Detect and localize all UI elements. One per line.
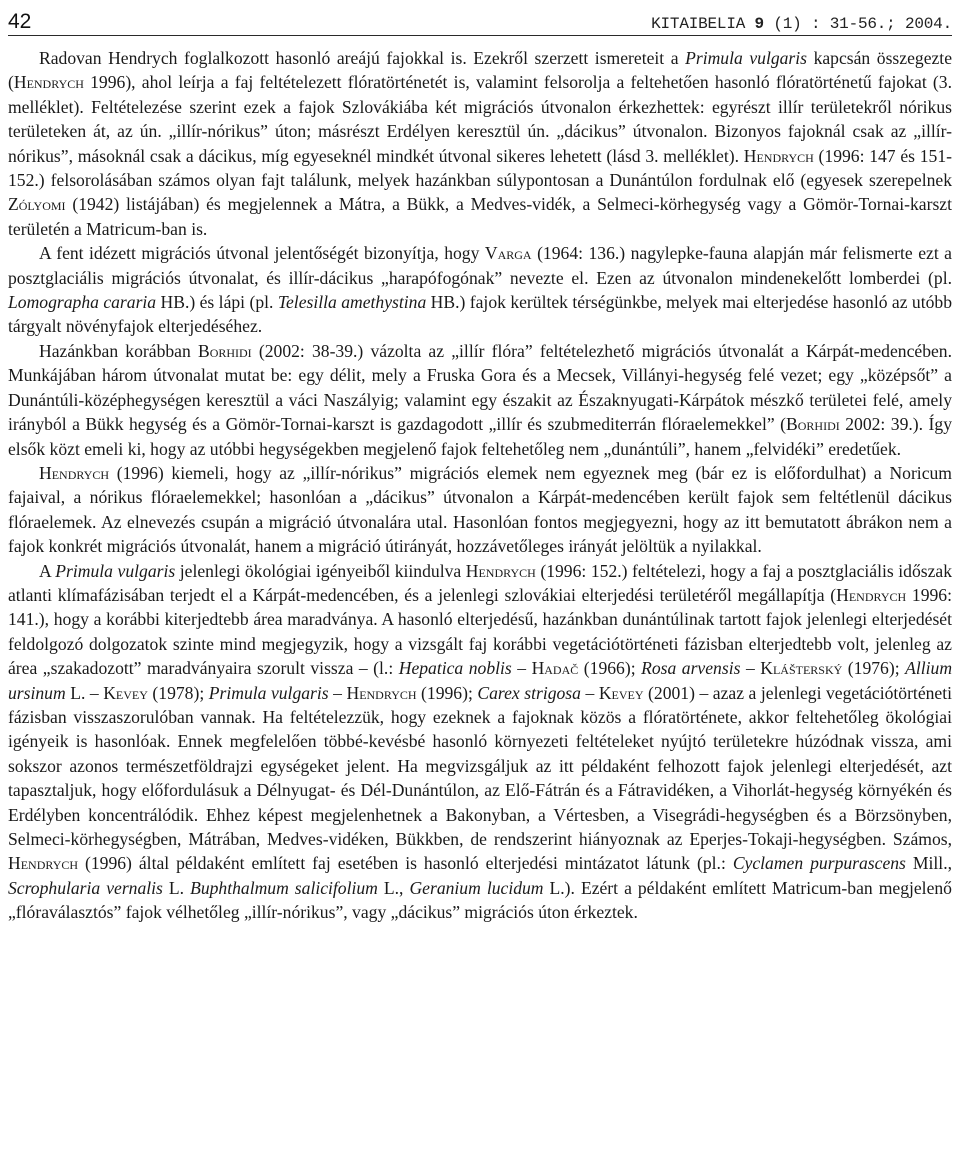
- text-run: Radovan Hendrych foglalkozott hasonló areájú fajokkal is. Ezekről szerzett ismereteit a: [39, 48, 686, 68]
- text-run: (1996) kiemeli, hogy az „illír-nórikus” migrációs elemek nem egyeznek meg (bár ez is előfordulhat) a Noricum fajaival, a nórikus flóraelemekkel; hasonlóan a „dácikus” útvonalon a Kárpát-medencében került fajok sem feltétlenül dácikus flóraelemek. Az elnevezés csupán a migráció útvonalára utal. Hasonlóan fontos megjegyezni, hogy az itt bemutatott ábrákon nem a fajok konkrét migrációs útvonalát, hanem a migráció útirányát, hozzávetőleges irányát jelöltük a nyilakkal.: [8, 462, 952, 557]
- text-run: –: [740, 658, 761, 679]
- text-run: –: [511, 658, 532, 679]
- italic-term: Carex strigosa: [477, 682, 581, 703]
- italic-term: Scrophularia vernalis: [8, 877, 163, 898]
- text-run: Mill.,: [905, 853, 952, 874]
- text-run: (1996: 152.) feltételezi, hogy a faj a posztglaciális időszak atlanti klímafázisában terjedt el a Kárpát-medencében, és a jelenlegi szlovákiai elterjedési területéről megállapítja (: [8, 560, 952, 605]
- paragraph: [8, 241, 952, 339]
- text-run: –: [328, 682, 347, 703]
- text-run: L.). Ezért a példaként említett Matricum-ban megjelenő „flóraválasztós” fajok vélhetőleg „illír-nórikus”, vagy „dácikus” migrációs úton érkeztek.: [8, 877, 952, 923]
- text-run: kapcsán összegezte (: [8, 48, 953, 93]
- author-name: Zólyomi: [8, 194, 66, 215]
- italic-term: Primula vulgaris: [208, 682, 329, 703]
- italic-term: Cyclamen purpurascens: [732, 853, 906, 874]
- author-name: Hendrych: [465, 560, 536, 581]
- author-name: Hendrych: [39, 462, 110, 483]
- paragraph: [8, 339, 952, 461]
- text-run: A: [39, 560, 56, 581]
- italic-term: Lomographa cararia: [8, 292, 157, 313]
- author-name: Kevey: [598, 682, 644, 703]
- text-run: (1964: 136.) nagylepke-fauna alapján már felismerte ezt a posztglaciális migrációs útvonalat, és illír-dácikus „harapófogónak” nevezte el. Ezen az útvonalon mindenekelőtt lomberdei (pl.: [8, 243, 952, 288]
- author-name: Hendrych: [13, 72, 84, 93]
- text-run: 2002: 39.). Így elsők közt emeli ki, hogy az utóbbi hegységekben megjelenő fajok feltehetőleg nem „dunántúli”, hanem „felvidéki” eredetűek.: [8, 414, 952, 459]
- author-name: Kevey: [103, 682, 148, 703]
- journal-issue-pages: (1) : 31-56.; 2004.: [773, 15, 952, 33]
- italic-term: Rosa arvensis: [641, 658, 741, 679]
- text-run: HB.) és lápi (pl.: [156, 292, 278, 313]
- text-run: (1976);: [842, 658, 906, 679]
- text-run: A fent idézett migrációs útvonal jelentőségét bizonyítja, hogy: [39, 243, 485, 264]
- text-run: 1996: 141.), hogy a korábbi kiterjedtebb área maradványa. A hasonló elterjedésű, hazánkban dunántúlinak tartott fajok jelenlegi elterjedését feldolgozó dolgozatok szinte mind megjegyzik, hogy a vizsgált faj korábbi vegetációtörténeti fázisban elterjedtebb volt, jelenleg az área „szakadozott” maradványaira szorult vissza – (l.:: [8, 584, 952, 679]
- italic-term: Geranium lucidum: [409, 877, 544, 898]
- text-run: L.: [162, 877, 191, 898]
- text-run: –: [580, 682, 599, 703]
- text-run: Hazánkban korábban: [39, 340, 198, 361]
- page-number: 42: [8, 10, 32, 33]
- text-run: (1996);: [416, 682, 478, 703]
- text-run: (1942) listájában) és megjelennek a Mátra, a Bükk, a Medves-vidék, a Selmeci-körhegység vagy a Gömör-Tornai-karszt területén a Matricum-ban is.: [8, 194, 952, 239]
- text-run: (1996: 147 és 151-152.) felsorolásában számos olyan fajt találunk, melyek hazánkban súlypontosan a Dunántúlon fordulnak elő (egyesek szerepelnek: [8, 145, 952, 191]
- journal-name: KITAIBELIA: [651, 15, 746, 33]
- text-run: 1996), ahol leírja a faj feltételezett flóratörténetét is, valamint felsorolja a feltehetően hasonló flóratörténetű fajokat (3. melléklet). Feltételezése szerint ezek a fajok Szlovákiába két migrációs útvonalon érkezhettek: egyrészt illír területekről nórikus területeken át, az ún. „illír-nórikus” úton; másrészt Erdélyen keresztül ún. „dácikus” útvonalon. Bizonyos fajoknál csak az „illír-nórikus”, másoknál csak a dácikus, míg egyeseknél mindkét útvonal sikeres lehetett (lásd 3. melléklet).: [8, 72, 952, 166]
- text-run: (1996) által példaként említett faj esetében is hasonló elterjedési mintázatot látunk (pl.:: [78, 853, 733, 874]
- author-name: Klášterský: [760, 658, 843, 679]
- author-name: Hendrych: [346, 682, 417, 703]
- text-run: HB.) fajok kerültek térségünkbe, melyek mai elterjedése hasonló az utóbb tárgyalt növényfajok elterjedéséhez.: [8, 292, 953, 337]
- text-run: jelenlegi ökológiai igényeiből kiindulva: [175, 560, 466, 581]
- author-name: Hendrych: [743, 145, 814, 166]
- italic-term: Telesilla amethystina: [277, 292, 427, 313]
- author-name: Borhidi: [197, 340, 252, 361]
- journal-page: [8, 0, 952, 925]
- author-name: Borhidi: [786, 414, 840, 435]
- italic-term: Primula vulgaris: [685, 48, 808, 68]
- author-name: Hendrych: [8, 853, 79, 874]
- text-run: (1966);: [578, 658, 642, 679]
- journal-volume: 9: [754, 15, 764, 33]
- author-name: Varga: [484, 243, 532, 264]
- text-run: L.,: [377, 877, 410, 898]
- article-body: [8, 46, 952, 925]
- italic-term: Buphthalmum salicifolium: [190, 877, 378, 898]
- paragraph: [8, 46, 952, 241]
- journal-citation: [651, 16, 952, 32]
- running-header: [8, 0, 952, 36]
- author-name: Hadač: [531, 658, 579, 679]
- text-run: (1978);: [147, 682, 209, 703]
- italic-term: Hepatica noblis: [398, 658, 512, 679]
- text-run: (2002: 38-39.) vázolta az „illír flóra” feltételezhető migrációs útvonalát a Kárpát-medencében. Munkájában három útvonalat mutat be: egy délit, mely a Fruska Gora és a Mecsek, Villányi-hegység felé vezet; egy „középsőt” a Dunántúli-középhegységen keresztül a váci Naszályig; valamint egy északit az Északnyugati-Kárpátok mészkő területei felé, amely irányból a Bükk hegység és a Gömör-Tornai-karszt is gazdagodott „illír és szubmediterrán flóraelemekkel” (: [8, 340, 952, 435]
- text-run: (2001) – azaz a jelenlegi vegetációtörténeti fázisban visszaszorulóban vannak. Ha feltételezzük, hogy ezeknek a fajoknak közös a flóratörténete, akkor feltehetőleg ökológiai igényeik is hasonlóak. Ennek megfelelően többé-kevésbé hasonló környezeti feltételeket nyújtó területekre húzódnak vissza, ami sokszor azonos természetföldrajzi egységeket jelent. Ha megvizsgáljuk az itt példaként felhozott fajok jelenlegi elterjedését, azt tapasztaljuk, hogy előfordulásuk a Délnyugat- és Dél-Dunántúlon, az Elő-Fátrán és a Fátravidéken, a Vihorlát-hegység környékén és Erdélyben koncentrálódik. Ehhez képest megjelenhetnek a Bakonyban, a Vértesben, a Visegrádi-hegységben és a Börzsönyben, Selmeci-körhegységben, Mátrában, Medves-vidéken, Bükkben, de rendszerint hiányoznak az Eperjes-Tokaji-hegységben. Számos,: [8, 682, 953, 849]
- author-name: Hendrych: [836, 584, 907, 605]
- paragraph: [8, 559, 952, 925]
- text-run: L. –: [65, 682, 104, 703]
- paragraph: [8, 461, 952, 559]
- italic-term: Primula vulgaris: [55, 560, 176, 581]
- italic-term: Allium ursinum: [8, 658, 953, 703]
